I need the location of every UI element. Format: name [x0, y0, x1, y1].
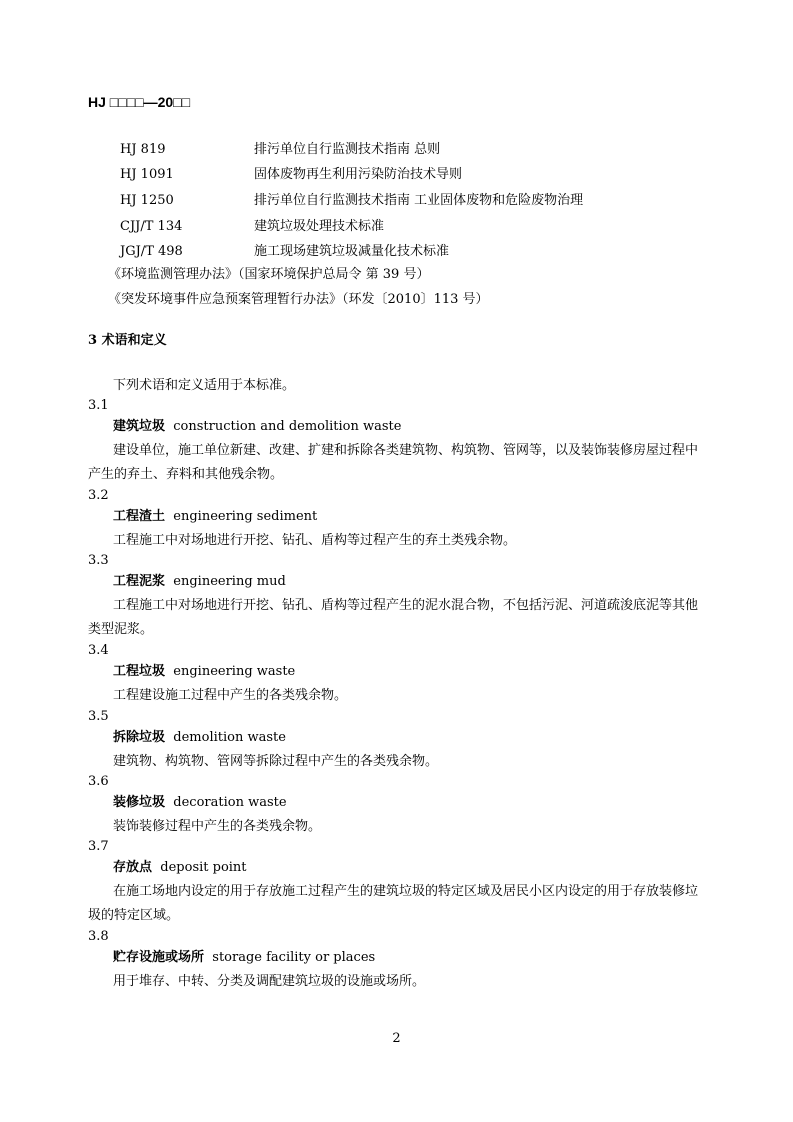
term-heading — [113, 573, 286, 591]
term-chinese: 工程渣土 — [113, 509, 166, 524]
term-chinese: 工程垃圾 — [113, 664, 166, 679]
term-english: engineering sediment — [173, 509, 318, 524]
regulation-reference: 《环境监测管理办法》（国家环境保护总局令 第 39 号） — [108, 267, 430, 282]
term-chinese: 装修垃圾 — [113, 795, 166, 810]
reference-code: JGJ/T 498 — [120, 244, 183, 259]
term-chinese: 建筑垃圾 — [113, 419, 166, 434]
term-heading — [113, 729, 286, 747]
term-chinese: 拆除垃圾 — [113, 730, 166, 745]
regulation-reference: 《突发环境事件应急预案管理暂行办法》（环发〔2010〕113 号） — [108, 292, 489, 307]
term-chinese: 工程泥浆 — [113, 574, 166, 589]
section-title: 3 术语和定义 — [88, 333, 167, 348]
reference-title: 排污单位自行监测技术指南 工业固体废物和危险废物治理 — [254, 193, 584, 208]
reference-title: 排污单位自行监测技术指南 总则 — [254, 142, 441, 157]
term-english: construction and demolition waste — [173, 419, 402, 434]
term-definition: 工程施工中对场地进行开挖、钻孔、盾构等过程产生的泥水混合物，不包括污泥、河道疏浚底泥等其他类型泥浆。 — [88, 598, 699, 637]
term-heading — [113, 663, 295, 681]
term-english: decoration waste — [173, 795, 287, 810]
term-definition: 建筑物、构筑物、管网等拆除过程中产生的各类残余物。 — [113, 754, 439, 769]
term-heading — [113, 508, 317, 526]
page-number: 2 — [392, 1031, 401, 1046]
term-definition: 建设单位，施工单位新建、改建、扩建和拆除各类建筑物、构筑物、管网等，以及装饰装修房屋过程中产生的弃土、弃料和其他残余物。 — [88, 443, 699, 482]
term-english: engineering waste — [173, 664, 296, 679]
term-number: 3.7 — [88, 839, 109, 854]
term-english: demolition waste — [173, 730, 286, 745]
term-english: deposit point — [160, 860, 247, 875]
term-number: 3.2 — [88, 488, 109, 503]
term-definition: 装饰装修过程中产生的各类残余物。 — [113, 819, 322, 834]
term-heading — [113, 949, 375, 967]
term-number: 3.3 — [88, 553, 109, 568]
reference-title: 建筑垃圾处理技术标准 — [254, 219, 385, 234]
reference-code: HJ 819 — [120, 142, 166, 157]
reference-code: HJ 1250 — [120, 193, 174, 208]
term-number: 3.5 — [88, 709, 109, 724]
document-code-header: HJ □□□□—20□□ — [88, 94, 191, 110]
term-number: 3.8 — [88, 929, 109, 944]
term-chinese: 存放点 — [113, 860, 153, 875]
term-heading — [113, 794, 287, 812]
term-number: 3.1 — [88, 398, 109, 413]
term-definition: 用于堆存、中转、分类及调配建筑垃圾的设施或场所。 — [113, 974, 426, 989]
term-heading — [113, 418, 401, 436]
term-definition: 工程施工中对场地进行开挖、钻孔、盾构等过程产生的弃土类残余物。 — [113, 533, 517, 548]
term-chinese: 贮存设施或场所 — [113, 950, 205, 965]
reference-title: 施工现场建筑垃圾减量化技术标准 — [254, 244, 450, 259]
term-english: storage facility or places — [212, 950, 376, 965]
term-number: 3.6 — [88, 774, 109, 789]
section-intro: 下列术语和定义适用于本标准。 — [113, 378, 296, 393]
term-definition: 工程建设施工过程中产生的各类残余物。 — [113, 688, 348, 703]
reference-code: CJJ/T 134 — [120, 219, 183, 234]
reference-title: 固体废物再生利用污染防治技术导则 — [254, 167, 463, 182]
term-number: 3.4 — [88, 643, 109, 658]
term-definition: 在施工场地内设定的用于存放施工过程产生的建筑垃圾的特定区域及居民小区内设定的用于存放装修垃圾的特定区域。 — [88, 884, 699, 923]
reference-code: HJ 1091 — [120, 167, 174, 182]
term-english: engineering mud — [173, 574, 286, 589]
term-heading — [113, 859, 247, 877]
